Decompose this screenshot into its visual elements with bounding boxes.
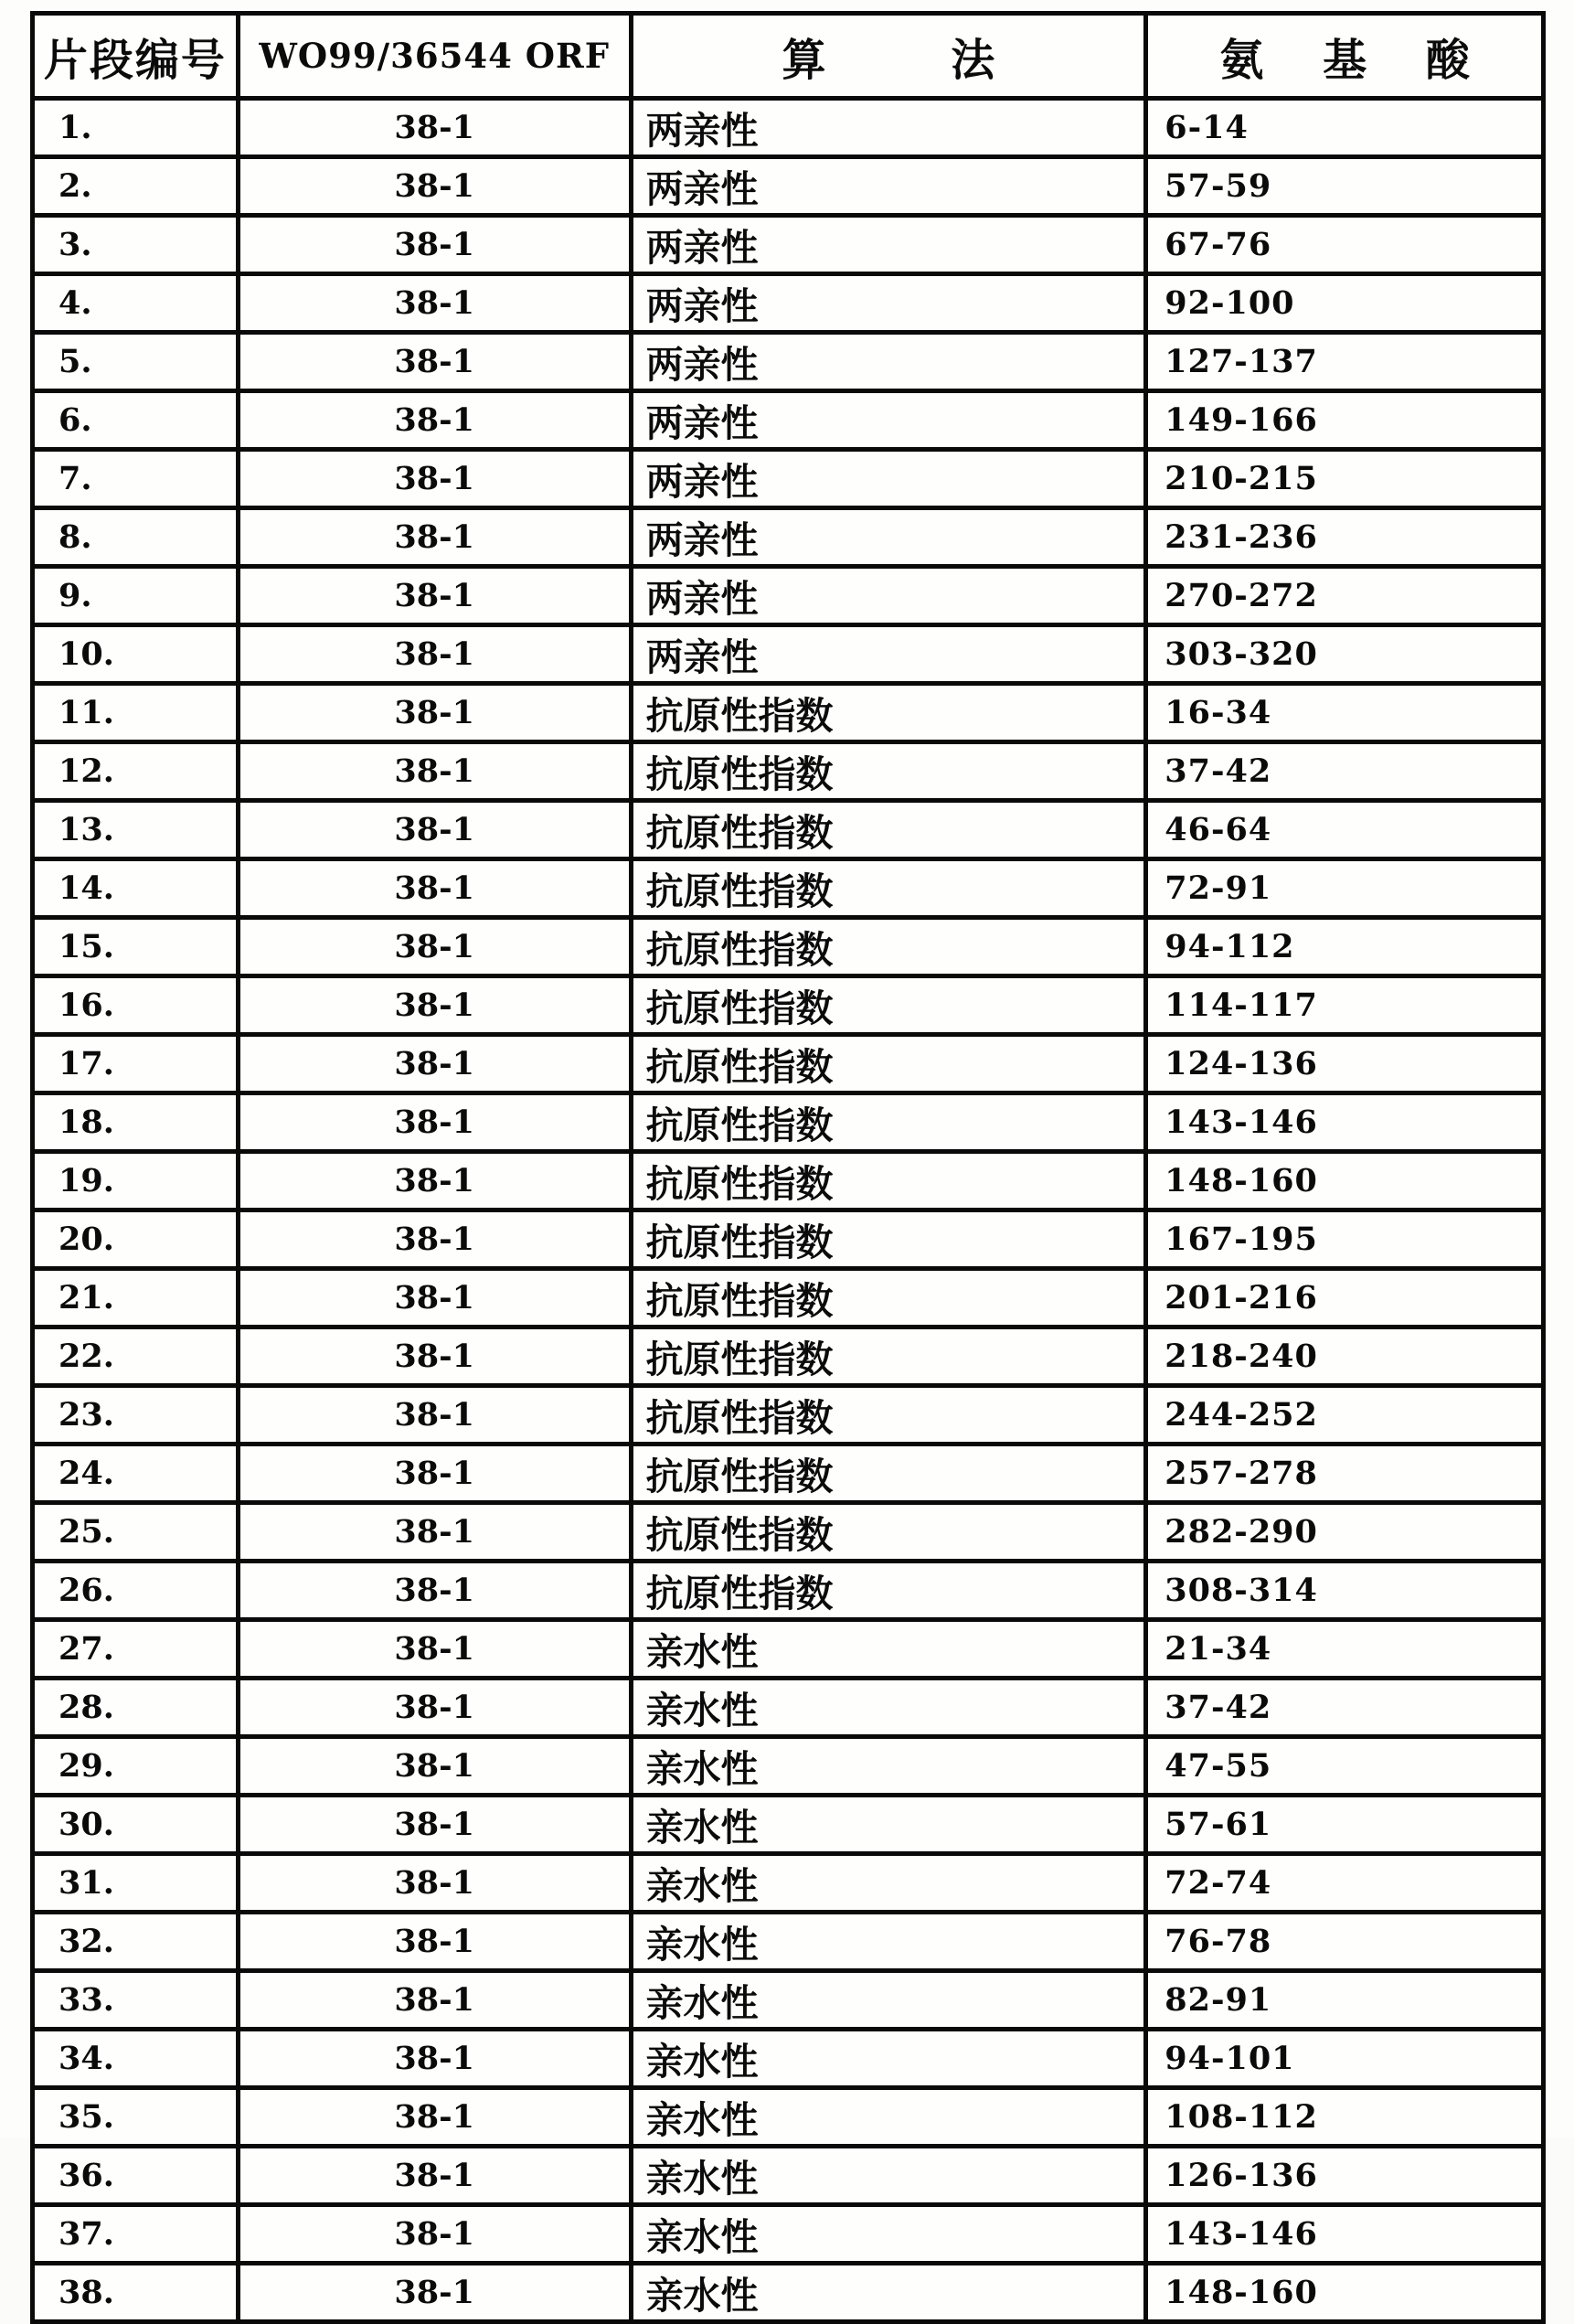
table-row: [33, 1445, 1544, 1503]
fragment-number-cell: 18.: [33, 1093, 239, 1152]
fragment-number-cell: 7.: [33, 450, 239, 508]
fragment-number-cell: 12.: [33, 742, 239, 801]
algorithm-cell: 两亲性: [631, 450, 1146, 508]
fragment-number-cell: 21.: [33, 1269, 239, 1327]
algorithm-cell: 抗原性指数: [631, 1386, 1146, 1445]
table-row: [33, 450, 1544, 508]
amino-acids-cell: 46-64: [1146, 801, 1544, 859]
fragment-number-cell: 35.: [33, 2088, 239, 2147]
amino-acids-cell: 270-272: [1146, 567, 1544, 625]
orf-cell: 38-1: [238, 1327, 631, 1386]
table-row: [33, 216, 1544, 274]
table-row: [33, 2030, 1544, 2088]
amino-acids-cell: 47-55: [1146, 1737, 1544, 1796]
algorithm-cell: 亲水性: [631, 1971, 1146, 2030]
table-row: [33, 859, 1544, 918]
table-row: [33, 274, 1544, 333]
fragment-number-cell: 10.: [33, 625, 239, 684]
algorithm-cell: 两亲性: [631, 157, 1146, 216]
fragment-number-cell: 13.: [33, 801, 239, 859]
header-algorithm: 算 法: [631, 14, 1146, 99]
fragment-number-cell: 20.: [33, 1210, 239, 1269]
amino-acids-cell: 57-61: [1146, 1796, 1544, 1854]
table-row: [33, 1035, 1544, 1093]
table-row: [33, 1386, 1544, 1445]
amino-acids-cell: 92-100: [1146, 274, 1544, 333]
fragment-number-cell: 11.: [33, 684, 239, 742]
algorithm-cell: 亲水性: [631, 2030, 1146, 2088]
algorithm-cell: 两亲性: [631, 274, 1146, 333]
algorithm-cell: 亲水性: [631, 1737, 1146, 1796]
amino-acids-cell: 67-76: [1146, 216, 1544, 274]
amino-acids-cell: 167-195: [1146, 1210, 1544, 1269]
fragment-table: [30, 11, 1546, 2324]
algorithm-cell: 抗原性指数: [631, 1035, 1146, 1093]
fragment-number-cell: 38.: [33, 2264, 239, 2322]
orf-cell: 38-1: [238, 567, 631, 625]
fragment-number-cell: 1.: [33, 99, 239, 157]
amino-acids-cell: 37-42: [1146, 742, 1544, 801]
fragment-number-cell: 2.: [33, 157, 239, 216]
table-row: [33, 976, 1544, 1035]
table-row: [33, 1971, 1544, 2030]
algorithm-cell: 两亲性: [631, 216, 1146, 274]
orf-cell: 38-1: [238, 859, 631, 918]
algorithm-cell: 抗原性指数: [631, 1152, 1146, 1210]
fragment-number-cell: 32.: [33, 1913, 239, 1971]
algorithm-cell: 亲水性: [631, 1620, 1146, 1679]
algorithm-cell: 亲水性: [631, 2205, 1146, 2264]
table-row: [33, 918, 1544, 976]
algorithm-cell: 抗原性指数: [631, 976, 1146, 1035]
fragment-number-cell: 33.: [33, 1971, 239, 2030]
orf-cell: 38-1: [238, 1093, 631, 1152]
algorithm-cell: 两亲性: [631, 99, 1146, 157]
amino-acids-cell: 210-215: [1146, 450, 1544, 508]
table-row: [33, 2147, 1544, 2205]
orf-cell: 38-1: [238, 1152, 631, 1210]
algorithm-cell: 亲水性: [631, 2264, 1146, 2322]
amino-acids-cell: 244-252: [1146, 1386, 1544, 1445]
orf-cell: 38-1: [238, 1562, 631, 1620]
orf-cell: 38-1: [238, 1913, 631, 1971]
table-row: [33, 1269, 1544, 1327]
algorithm-cell: 两亲性: [631, 333, 1146, 391]
algorithm-cell: 抗原性指数: [631, 1269, 1146, 1327]
fragment-number-cell: 22.: [33, 1327, 239, 1386]
table-row: [33, 1210, 1544, 1269]
table-row: [33, 1327, 1544, 1386]
fragment-number-cell: 4.: [33, 274, 239, 333]
algorithm-cell: 抗原性指数: [631, 1445, 1146, 1503]
fragment-number-cell: 19.: [33, 1152, 239, 1210]
algorithm-cell: 亲水性: [631, 2088, 1146, 2147]
table-row: [33, 801, 1544, 859]
amino-acids-cell: 124-136: [1146, 1035, 1544, 1093]
orf-cell: 38-1: [238, 801, 631, 859]
table-row: [33, 1093, 1544, 1152]
orf-cell: 38-1: [238, 2030, 631, 2088]
amino-acids-cell: 37-42: [1146, 1679, 1544, 1737]
orf-cell: 38-1: [238, 976, 631, 1035]
amino-acids-cell: 126-136: [1146, 2147, 1544, 2205]
fragment-number-cell: 5.: [33, 333, 239, 391]
fragment-number-cell: 14.: [33, 859, 239, 918]
amino-acids-cell: 108-112: [1146, 2088, 1544, 2147]
algorithm-cell: 两亲性: [631, 567, 1146, 625]
fragment-number-cell: 16.: [33, 976, 239, 1035]
orf-cell: 38-1: [238, 333, 631, 391]
orf-cell: 38-1: [238, 1854, 631, 1913]
orf-cell: 38-1: [238, 508, 631, 567]
amino-acids-cell: 21-34: [1146, 1620, 1544, 1679]
table-row: [33, 1152, 1544, 1210]
fragment-number-cell: 31.: [33, 1854, 239, 1913]
amino-acids-cell: 72-74: [1146, 1854, 1544, 1913]
orf-cell: 38-1: [238, 625, 631, 684]
algorithm-cell: 两亲性: [631, 391, 1146, 450]
header-orf: WO99/36544 ORF: [238, 14, 631, 99]
amino-acids-cell: 143-146: [1146, 2205, 1544, 2264]
amino-acids-cell: 16-34: [1146, 684, 1544, 742]
fragment-number-cell: 30.: [33, 1796, 239, 1854]
orf-cell: 38-1: [238, 450, 631, 508]
algorithm-cell: 抗原性指数: [631, 684, 1146, 742]
amino-acids-cell: 231-236: [1146, 508, 1544, 567]
orf-cell: 38-1: [238, 1620, 631, 1679]
amino-acids-cell: 282-290: [1146, 1503, 1544, 1562]
table-row: [33, 1503, 1544, 1562]
fragment-number-cell: 28.: [33, 1679, 239, 1737]
table-row: [33, 1796, 1544, 1854]
algorithm-cell: 两亲性: [631, 625, 1146, 684]
amino-acids-cell: 94-101: [1146, 2030, 1544, 2088]
table-row: [33, 157, 1544, 216]
table-row: [33, 1854, 1544, 1913]
fragment-number-cell: 9.: [33, 567, 239, 625]
orf-cell: 38-1: [238, 216, 631, 274]
fragment-number-cell: 23.: [33, 1386, 239, 1445]
orf-cell: 38-1: [238, 1503, 631, 1562]
fragment-number-cell: 27.: [33, 1620, 239, 1679]
amino-acids-cell: 303-320: [1146, 625, 1544, 684]
orf-cell: 38-1: [238, 1679, 631, 1737]
fragment-number-cell: 34.: [33, 2030, 239, 2088]
orf-cell: 38-1: [238, 1386, 631, 1445]
orf-cell: 38-1: [238, 99, 631, 157]
table-row: [33, 567, 1544, 625]
amino-acids-cell: 127-137: [1146, 333, 1544, 391]
fragment-number-cell: 26.: [33, 1562, 239, 1620]
algorithm-cell: 亲水性: [631, 1913, 1146, 1971]
amino-acids-cell: 149-166: [1146, 391, 1544, 450]
fragment-number-cell: 29.: [33, 1737, 239, 1796]
fragment-number-cell: 6.: [33, 391, 239, 450]
table-row: [33, 1913, 1544, 1971]
algorithm-cell: 抗原性指数: [631, 1562, 1146, 1620]
fragment-number-cell: 24.: [33, 1445, 239, 1503]
orf-cell: 38-1: [238, 2264, 631, 2322]
orf-cell: 38-1: [238, 2147, 631, 2205]
algorithm-cell: 抗原性指数: [631, 742, 1146, 801]
amino-acids-cell: 148-160: [1146, 1152, 1544, 1210]
algorithm-cell: 抗原性指数: [631, 1210, 1146, 1269]
header-row: [33, 14, 1544, 99]
table-row: [33, 333, 1544, 391]
amino-acids-cell: 148-160: [1146, 2264, 1544, 2322]
fragment-number-cell: 3.: [33, 216, 239, 274]
algorithm-cell: 抗原性指数: [631, 859, 1146, 918]
orf-cell: 38-1: [238, 274, 631, 333]
algorithm-cell: 亲水性: [631, 1854, 1146, 1913]
orf-cell: 38-1: [238, 1210, 631, 1269]
table-row: [33, 1679, 1544, 1737]
amino-acids-cell: 218-240: [1146, 1327, 1544, 1386]
amino-acids-cell: 308-314: [1146, 1562, 1544, 1620]
orf-cell: 38-1: [238, 2205, 631, 2264]
table-row: [33, 1562, 1544, 1620]
table-row: [33, 1620, 1544, 1679]
amino-acids-cell: 6-14: [1146, 99, 1544, 157]
table-row: [33, 684, 1544, 742]
algorithm-cell: 两亲性: [631, 508, 1146, 567]
orf-cell: 38-1: [238, 918, 631, 976]
amino-acids-cell: 257-278: [1146, 1445, 1544, 1503]
algorithm-cell: 抗原性指数: [631, 1093, 1146, 1152]
amino-acids-cell: 72-91: [1146, 859, 1544, 918]
amino-acids-cell: 57-59: [1146, 157, 1544, 216]
table-row: [33, 2205, 1544, 2264]
fragment-number-cell: 8.: [33, 508, 239, 567]
fragment-number-cell: 15.: [33, 918, 239, 976]
algorithm-cell: 亲水性: [631, 2147, 1146, 2205]
orf-cell: 38-1: [238, 1445, 631, 1503]
table-row: [33, 2264, 1544, 2322]
algorithm-cell: 亲水性: [631, 1796, 1146, 1854]
algorithm-cell: 亲水性: [631, 1679, 1146, 1737]
algorithm-cell: 抗原性指数: [631, 1503, 1146, 1562]
amino-acids-cell: 94-112: [1146, 918, 1544, 976]
orf-cell: 38-1: [238, 1971, 631, 2030]
algorithm-cell: 抗原性指数: [631, 1327, 1146, 1386]
fragment-number-cell: 17.: [33, 1035, 239, 1093]
orf-cell: 38-1: [238, 742, 631, 801]
table-row: [33, 508, 1544, 567]
orf-cell: 38-1: [238, 391, 631, 450]
algorithm-cell: 抗原性指数: [631, 801, 1146, 859]
table-row: [33, 742, 1544, 801]
orf-cell: 38-1: [238, 1737, 631, 1796]
algorithm-cell: 抗原性指数: [631, 918, 1146, 976]
table-row: [33, 99, 1544, 157]
fragment-number-cell: 25.: [33, 1503, 239, 1562]
amino-acids-cell: 143-146: [1146, 1093, 1544, 1152]
fragment-number-cell: 36.: [33, 2147, 239, 2205]
orf-cell: 38-1: [238, 684, 631, 742]
fragment-number-cell: 37.: [33, 2205, 239, 2264]
amino-acids-cell: 82-91: [1146, 1971, 1544, 2030]
table-row: [33, 391, 1544, 450]
header-amino-acids: 氨 基 酸: [1146, 14, 1544, 99]
table-row: [33, 625, 1544, 684]
orf-cell: 38-1: [238, 1035, 631, 1093]
amino-acids-cell: 201-216: [1146, 1269, 1544, 1327]
orf-cell: 38-1: [238, 2088, 631, 2147]
orf-cell: 38-1: [238, 1796, 631, 1854]
table-row: [33, 1737, 1544, 1796]
orf-cell: 38-1: [238, 1269, 631, 1327]
header-fragment-number: 片段编号: [33, 14, 239, 99]
orf-cell: 38-1: [238, 157, 631, 216]
amino-acids-cell: 76-78: [1146, 1913, 1544, 1971]
amino-acids-cell: 114-117: [1146, 976, 1544, 1035]
